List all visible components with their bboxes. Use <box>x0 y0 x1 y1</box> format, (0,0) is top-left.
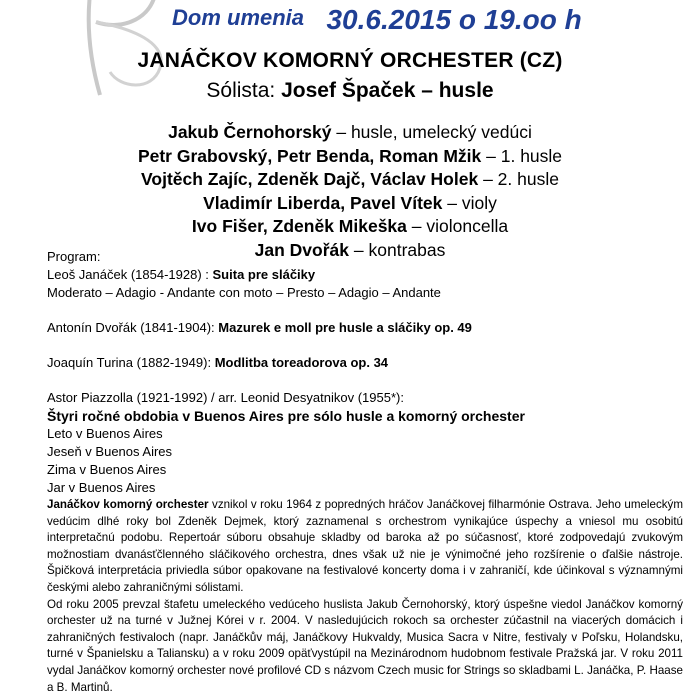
composer: Joaquín Turina (1882-1949): <box>47 355 212 370</box>
program-item-janacek <box>47 266 690 284</box>
season-item: Leto v Buenos Aires <box>47 426 163 441</box>
season-item: Zima v Buenos Aires <box>47 462 167 477</box>
bio-paragraph: Od roku 2005 prevzal štafetu umeleckého vedúceho huslista Jakub Černohorský, ktorý úspešne viedol Janáčkov komorný orchester už na turné v Južnej Kórei v r. 2004. V nasledujúcich rokoch sa orchester zúčastnil na viacerých domácich i zahraničných festivaloch (napr. Janáčkův máj, Janáčkovy Hukvaldy, Musica Sacra v Nitre, festivaly v Poľsku, Holandsku, turné v Španielsku a Taliansku) a v roku 2009 opäťvystúpil na Mezinárodnom hudobnom festivale Pražská jar. V roku 2011 vydal Janáčkov komorný orchester nové profilové CD s názvom Czech music for Strings so skladbami L. Janáčka, P. Haase a B. Martinů. <box>47 597 683 694</box>
roster-role: – kontrabas <box>353 239 446 260</box>
roster-row <box>0 215 700 239</box>
roster-role: – husle, umelecký vedúci <box>336 122 532 142</box>
roster-names: Vladimír Liberda, Pavel Vítek <box>203 192 443 213</box>
roster-row <box>0 145 700 169</box>
roster-names: Vojtěch Zajíc, Zdeněk Dajč, Václav Holek <box>141 169 479 189</box>
program-item-turina <box>47 354 690 372</box>
roster-row <box>0 192 700 216</box>
roster-row <box>0 121 700 145</box>
work-title: Suita pre sláčiky <box>212 267 316 282</box>
composer: Leoš Janáček (1854-1928) : <box>47 267 209 282</box>
program-item-piazzolla: Astor Piazzolla (1921-1992) / arr. Leonid Desyatnikov (1955*): <box>47 390 404 405</box>
roster-row <box>0 168 700 192</box>
roster-names: Ivo Fišer, Zdeněk Mikeška <box>191 216 407 236</box>
season-item: Jeseň v Buenos Aires <box>47 444 173 459</box>
composer: Antonín Dvořák (1841-1904): <box>47 320 215 335</box>
roster-names: Petr Grabovský, Petr Benda, Roman Mžik <box>137 145 482 166</box>
bio-lead: Janáčkov komorný orchester <box>47 498 209 511</box>
work-title: Modlitba toreadorova op. 34 <box>214 355 389 370</box>
roster-role: – 1. husle <box>486 145 563 166</box>
movements: Moderato – Adagio - Andante con moto – Presto – Adagio – Andante <box>47 285 441 300</box>
event-header <box>172 4 690 36</box>
bio-text: vznikol v roku 1964 z popredných hráčov Janáčkovej filharmónie Ostrava. Jeho umeleckým vedúcim dlhé roky bol Zdeněk Dejmek, ktorý zaznamenal s orchestrom vynikajúce úspechy a vniesol mu osobitú interpretačnú podobu. Repertoár súboru obsahuje skladby od baroka až po súčasnosť, ktoré zodpovedajú zvukovým možnostiam dvanásťčlenného sláčikového orchestra, dnes však už nie je výnimočné jeho rozšírenie o ďalšie nástroje. Špičková interpretácia priviedla súbor opakovane na festivalové koncerty doma i v zahraničí, kde účinkoval s významnými českými alebo zahraničnými sólistami. <box>47 498 683 594</box>
soloist-label: Sólista: <box>206 79 276 102</box>
program-item-dvorak <box>47 319 690 337</box>
orchestra-biography <box>47 497 683 696</box>
roster-role: – 2. husle <box>483 169 559 189</box>
orchestra-title: JANÁČKOV KOMORNÝ ORCHESTER (CZ) <box>137 49 563 72</box>
roster-names: Jan Dvořák <box>254 239 350 260</box>
season-item: Jar v Buenos Aires <box>47 480 156 495</box>
soloist-role: – husle <box>421 79 494 102</box>
roster-role: – violy <box>447 192 497 213</box>
event-datetime: 30.6.2015 o 19.oo h <box>326 4 582 35</box>
roster-names: Jakub Černohorský <box>168 122 332 142</box>
bio-paragraph <box>47 497 683 597</box>
soloist-line <box>0 79 700 103</box>
venue-name: Dom umenia <box>172 5 305 30</box>
orchestra-roster <box>0 121 700 262</box>
program-label: Program: <box>47 249 101 264</box>
program-section <box>47 248 690 497</box>
work-title: Mazurek e moll pre husle a sláčiky op. 49 <box>218 320 472 335</box>
soloist-name: Josef Špaček <box>281 79 416 102</box>
work-title: Štyri ročné obdobia v Buenos Aires pre sólo husle a komorný orchester <box>47 408 525 424</box>
roster-role: – violoncella <box>411 216 509 236</box>
